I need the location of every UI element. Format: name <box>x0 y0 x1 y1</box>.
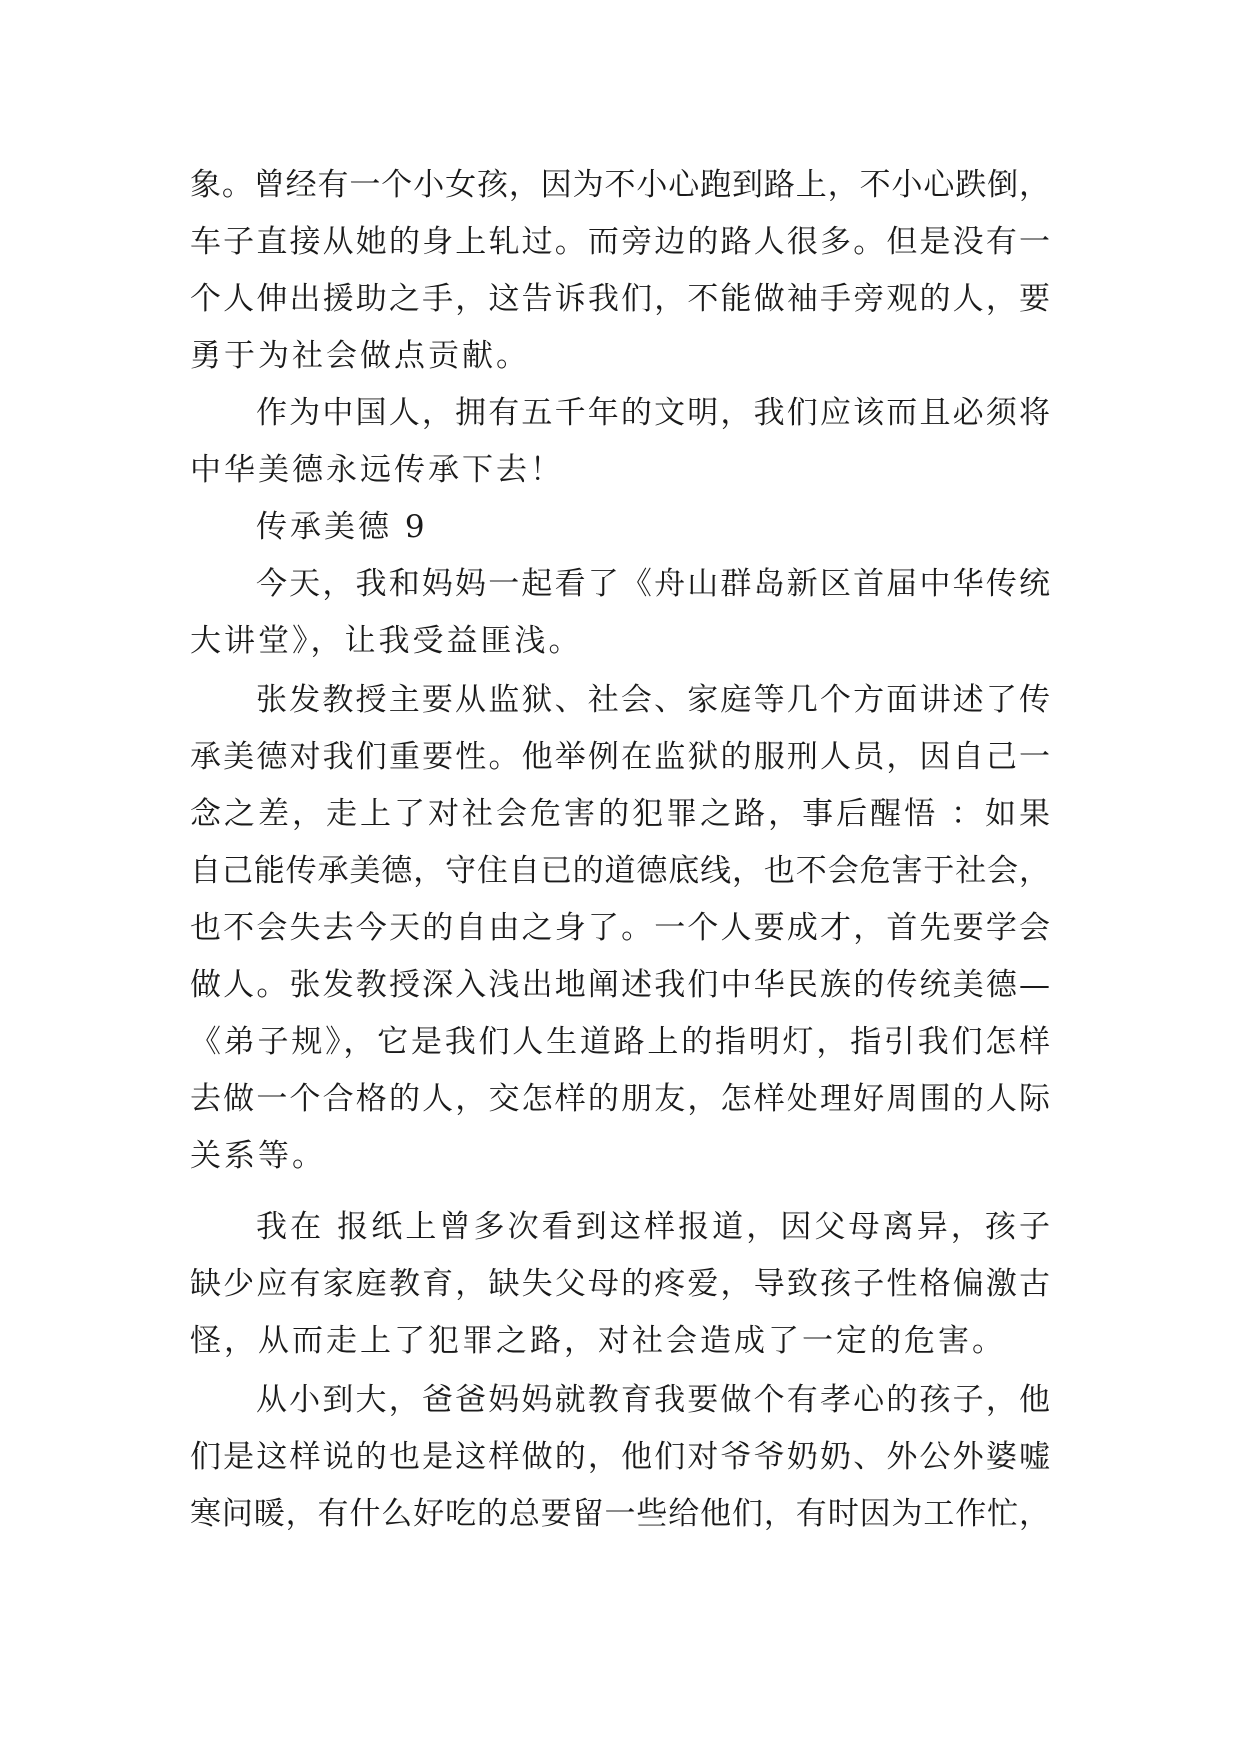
text-line: 们是这样说的也是这样做的，他们对爷爷奶奶、外公外婆嘘 <box>190 1439 1050 1475</box>
text-line: 勇于为社会做点贡献。 <box>190 338 530 374</box>
text-line: 大讲堂》，让我受益匪浅。 <box>190 623 583 659</box>
text-line: 寒问暖，有什么好吃的总要留一些给他们，有时因为工作忙， <box>190 1496 1050 1532</box>
text-line: 个人伸出援助之手，这告诉我们，不能做袖手旁观的人，要 <box>190 281 1050 317</box>
text-line: 《弟子规》，它是我们人生道路上的指明灯，指引我们怎样 <box>190 1024 1050 1060</box>
text-line: 去做一个合格的人，交怎样的朋友，怎样处理好周围的人际 <box>190 1081 1050 1117</box>
text-line: 从小到大，爸爸妈妈就教育我要做个有孝心的孩子，他 <box>256 1382 1050 1418</box>
text-line: 关系等。 <box>190 1138 326 1174</box>
text-line: 怪，从而走上了犯罪之路，对社会造成了一定的危害。 <box>190 1323 1006 1359</box>
text-line: 象。曾经有一个小女孩，因为不小心跑到路上，不小心跌倒， <box>190 167 1050 203</box>
text-line: 张发教授主要从监狱、社会、家庭等几个方面讲述了传 <box>256 682 1050 718</box>
text-line: 今天，我和妈妈一起看了《舟山群岛新区首届中华传统 <box>256 566 1050 602</box>
text-line: 我在 报纸上曾多次看到这样报道，因父母离异，孩子 <box>256 1209 1050 1245</box>
text-line: 承美德对我们重要性。他举例在监狱的服刑人员，因自己一 <box>190 739 1050 775</box>
text-line: 做人。张发教授深入浅出地阐述我们中华民族的传统美德— <box>190 967 1050 1003</box>
section-heading: 传承美德 9 <box>256 509 428 545</box>
text-line: 中华美德永远传承下去！ <box>190 452 564 488</box>
text-line: 车子直接从她的身上轧过。而旁边的路人很多。但是没有一 <box>190 224 1050 260</box>
text-line: 念之差，走上了对社会危害的犯罪之路，事后醒悟 ：如果 <box>190 796 1050 832</box>
text-line: 缺少应有家庭教育，缺失父母的疼爱，导致孩子性格偏激古 <box>190 1266 1050 1302</box>
text-line: 也不会失去今天的自由之身了。一个人要成才，首先要学会 <box>190 910 1050 946</box>
text-line: 自己能传承美德，守住自已的道德底线，也不会危害于社会， <box>190 853 1050 889</box>
text-line: 作为中国人，拥有五千年的文明，我们应该而且必须将 <box>256 395 1050 431</box>
